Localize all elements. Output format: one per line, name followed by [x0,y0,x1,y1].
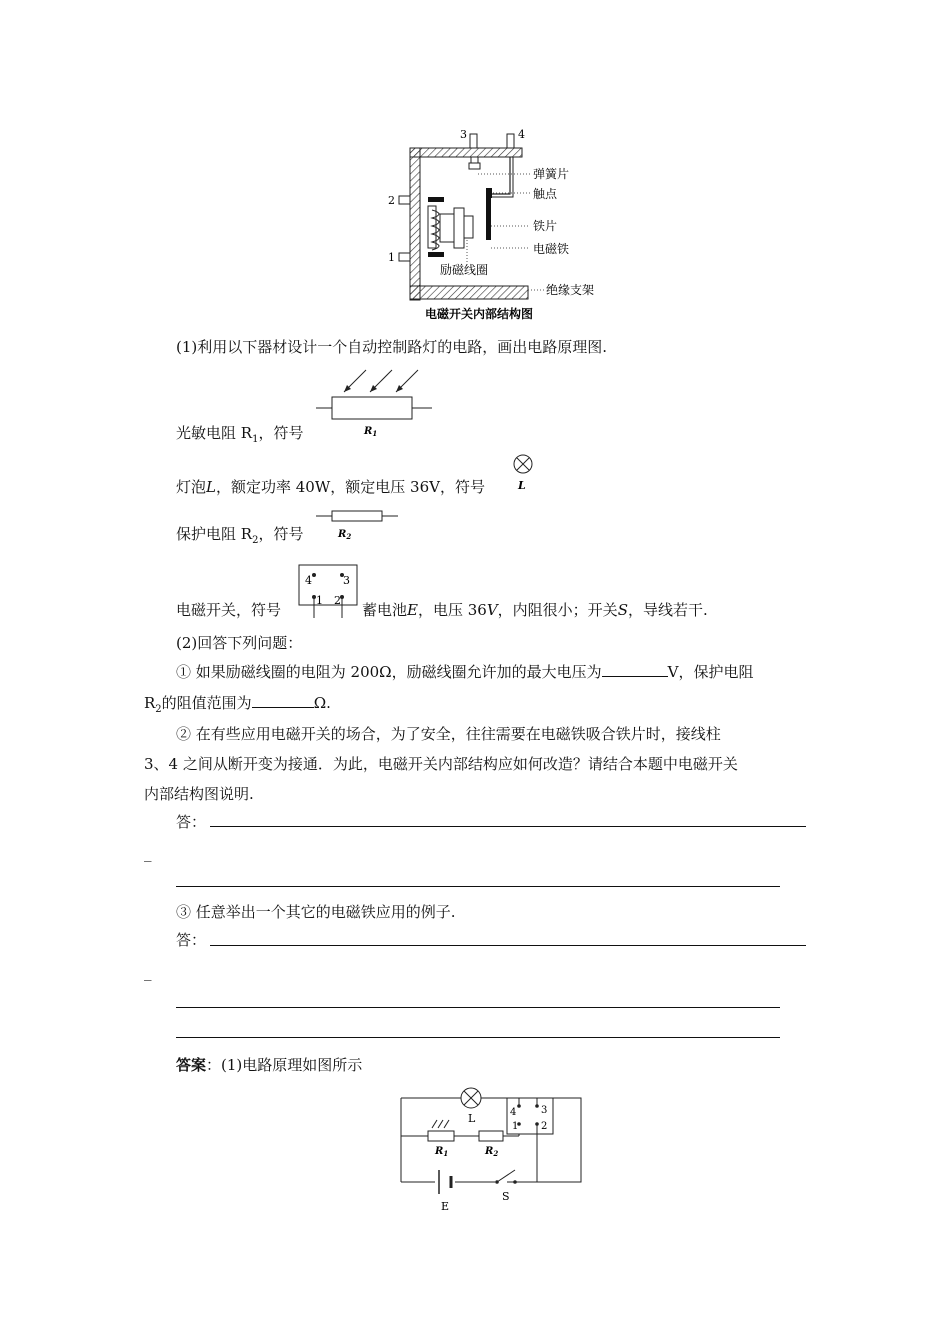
answer-label-2: 答： [176,931,207,949]
svg-text:R1: $R_1$ [435,1146,449,1158]
circuit-r2 [479,1131,503,1141]
label-support: 绝缘支架 [546,283,595,297]
dash-1: _ [144,844,152,862]
bulb-symbol [510,452,538,494]
switch-structure-figure [370,122,610,322]
contact-point [486,188,492,198]
switch-line: 电磁开关，符号 [176,601,282,619]
answer-line[interactable] [176,1007,780,1008]
protect-resistor-symbol [314,506,400,542]
frame-left [410,148,420,300]
label-contact: 触点 [533,187,558,201]
q2-part1-line2: $R_2$的阻值范围为 Ω. [144,694,331,715]
svg-text:E: E [441,1200,450,1213]
answer-line[interactable] [176,1037,780,1038]
max-voltage-blank[interactable] [602,662,668,677]
switch-symbol [296,562,360,620]
svg-text:R1: $R_1$ [364,426,378,438]
iron-piece [486,198,491,240]
svg-text:2: 2 [334,594,341,607]
svg-text:R2: $R_2$ [338,529,352,541]
protect-resistor-line: 保护电阻 $R_2$，符号 [176,525,304,546]
q2-part3: ③ 任意举出一个其它的电磁铁应用的例子. [176,903,456,921]
q2-intro: (2)回答下列问题： [176,634,303,652]
answer-line[interactable] [210,826,806,827]
circuit-r1 [428,1131,454,1141]
figure-caption: 电磁开关内部结构图 [425,307,534,321]
q2-part2-line2: 3、4 之间从断开变为接通．为此，电磁开关内部结构应如何改造？请结合本题中电磁开关 [144,755,738,773]
svg-text:L: L [518,479,526,492]
svg-text:1: 1 [512,1121,519,1132]
q1-intro: (1)利用以下器材设计一个自动控制路灯的电路，画出电路原理图. [176,338,608,356]
terminal-1-label: 1 [388,251,395,264]
svg-text:4: 4 [305,574,312,587]
label-electromagnet: 电磁铁 [533,242,570,256]
answer-line[interactable] [210,945,806,946]
svg-text:3: 3 [343,574,350,587]
q2-part2-line3: 内部结构图说明. [144,785,254,803]
answer-heading: 答案：(1)电路原理如图所示 [176,1056,363,1074]
circuit-switch-s [497,1170,515,1182]
terminal-3-label: 3 [460,128,467,141]
svg-text:S: S [502,1190,510,1203]
photoresistor-line: 光敏电阻 $R_1$，符号 [176,424,304,445]
dash-2: _ [144,963,152,981]
battery-line: 蓄电池E，电压 36V，内阻很小；开关S，导线若干. [362,601,708,619]
bulb-line: 灯泡L，额定功率 40W，额定电压 36V，符号 [176,478,485,496]
terminal-3-post [470,134,477,148]
svg-text:1: 1 [316,594,323,607]
frame-bottom [410,286,528,299]
photoresistor-symbol [314,366,436,438]
terminal-4-label: 4 [518,128,525,141]
answer-line[interactable] [176,886,780,887]
q2-part2-line1: ② 在有些应用电磁开关的场合，为了安全，往往需要在电磁铁吸合铁片时，接线柱 [176,725,721,743]
svg-text:3: 3 [541,1105,548,1116]
terminal-4-post [507,134,514,148]
q2-part1-line1: ① 如果励磁线圈的电阻为 200Ω，励磁线圈允许加的最大电压为 V，保护电阻 [176,663,754,681]
svg-text:4: 4 [510,1107,517,1118]
label-coil: 励磁线圈 [440,263,489,277]
spring-strip [492,157,510,194]
frame-top [410,148,522,157]
svg-text:L: L [468,1112,476,1125]
answer-label-1: 答： [176,813,207,831]
svg-text:R2: $R_2$ [485,1146,499,1158]
label-spring: 弹簧片 [533,167,570,181]
terminal-2-label: 2 [388,194,395,207]
svg-text:2: 2 [541,1121,548,1132]
resistance-range-blank[interactable] [252,693,314,708]
answer-circuit-diagram [395,1082,590,1214]
label-iron: 铁片 [533,219,558,233]
